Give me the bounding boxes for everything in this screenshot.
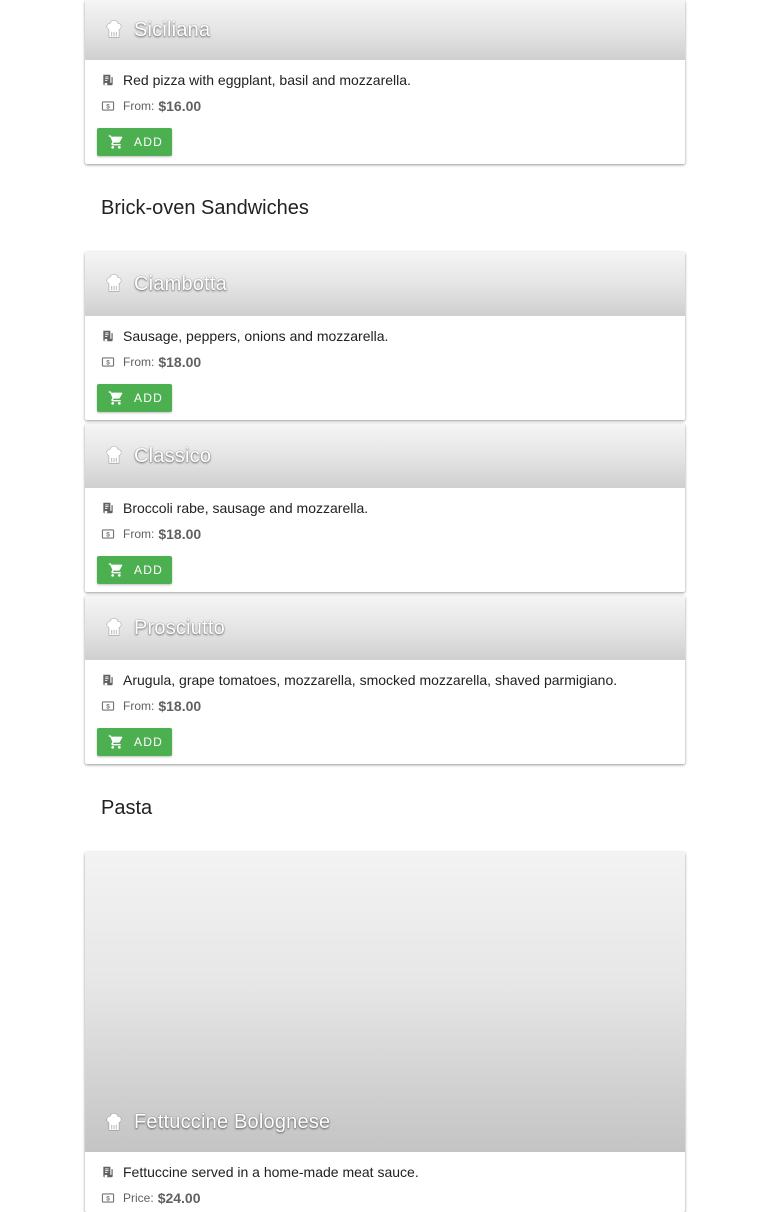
chef-hat-icon bbox=[103, 19, 125, 41]
card-body bbox=[85, 60, 685, 164]
menu-item-card bbox=[85, 424, 685, 592]
cart-icon bbox=[108, 562, 124, 578]
item-description: Broccoli rabe, sausage and mozzarella. bbox=[123, 500, 369, 516]
card-header bbox=[85, 0, 685, 60]
receipt-icon bbox=[101, 73, 115, 87]
card-image-header bbox=[85, 852, 685, 1152]
menu-item-card bbox=[85, 0, 685, 164]
item-description-row bbox=[101, 498, 673, 518]
item-description-row bbox=[101, 70, 673, 90]
section-title-sandwiches: Brick-oven Sandwiches bbox=[101, 197, 309, 219]
receipt-icon bbox=[101, 673, 115, 687]
chef-hat-icon bbox=[103, 1112, 125, 1134]
cart-icon bbox=[108, 134, 124, 150]
card-title-row bbox=[103, 252, 227, 316]
money-icon bbox=[101, 1191, 115, 1205]
add-to-cart-button[interactable] bbox=[97, 556, 172, 584]
menu-item-card bbox=[85, 852, 685, 1212]
chef-hat-icon bbox=[103, 273, 125, 295]
card-body bbox=[85, 1152, 685, 1212]
chef-hat-icon bbox=[103, 617, 125, 639]
item-description-row bbox=[101, 326, 673, 346]
money-icon bbox=[101, 355, 115, 369]
cart-icon bbox=[108, 734, 124, 750]
receipt-icon bbox=[101, 501, 115, 515]
price-label: From: bbox=[123, 99, 155, 113]
add-button-label: ADD bbox=[134, 135, 163, 149]
price-value: $16.00 bbox=[158, 98, 202, 114]
chef-hat-icon bbox=[103, 445, 125, 467]
add-button-label: ADD bbox=[134, 391, 163, 405]
menu-item-card bbox=[85, 596, 685, 764]
card-header bbox=[85, 596, 685, 660]
item-price-row bbox=[101, 352, 673, 372]
price-label: From: bbox=[123, 355, 155, 369]
money-icon bbox=[101, 99, 115, 113]
add-to-cart-button[interactable] bbox=[97, 128, 172, 156]
price-label: Price: bbox=[123, 1191, 154, 1205]
money-icon bbox=[101, 527, 115, 541]
card-title-row bbox=[103, 1111, 330, 1134]
card-body bbox=[85, 660, 685, 764]
card-body bbox=[85, 488, 685, 592]
menu-item-card bbox=[85, 252, 685, 420]
add-to-cart-button[interactable] bbox=[97, 728, 172, 756]
item-title: Fettuccine Bolognese bbox=[134, 1111, 331, 1133]
item-price-row bbox=[101, 1188, 673, 1208]
card-body bbox=[85, 316, 685, 420]
item-description: Sausage, peppers, onions and mozzarella. bbox=[123, 328, 389, 344]
item-title: Classico bbox=[134, 444, 212, 467]
card-title-row bbox=[103, 0, 210, 60]
item-description-row bbox=[101, 670, 673, 690]
price-value: $18.00 bbox=[158, 354, 202, 370]
item-title: Siciliana bbox=[134, 18, 211, 41]
card-header bbox=[85, 424, 685, 488]
card-title-row bbox=[103, 596, 225, 660]
item-description: Fettuccine served in a home-made meat sauce. bbox=[123, 1164, 419, 1180]
price-label: From: bbox=[123, 699, 155, 713]
item-price-row bbox=[101, 696, 673, 716]
add-to-cart-button[interactable] bbox=[97, 384, 172, 412]
section-title-pasta: Pasta bbox=[101, 797, 153, 819]
money-icon bbox=[101, 699, 115, 713]
add-button-label: ADD bbox=[134, 735, 163, 749]
price-value: $18.00 bbox=[158, 526, 202, 542]
cart-icon bbox=[108, 390, 124, 406]
card-header bbox=[85, 252, 685, 316]
item-title: Prosciutto bbox=[134, 616, 225, 639]
receipt-icon bbox=[101, 329, 115, 343]
price-value: $18.00 bbox=[158, 698, 202, 714]
card-title-row bbox=[103, 424, 211, 488]
item-description: Arugula, grape tomatoes, mozzarella, smocked mozzarella, shaved parmigiano. bbox=[123, 672, 618, 688]
item-description-row bbox=[101, 1162, 673, 1182]
price-value: $24.00 bbox=[157, 1190, 201, 1206]
item-price-row bbox=[101, 524, 673, 544]
item-price-row bbox=[101, 96, 673, 116]
item-title: Ciambotta bbox=[134, 272, 227, 295]
item-description: Red pizza with eggplant, basil and mozzarella. bbox=[123, 72, 411, 88]
price-label: From: bbox=[123, 527, 155, 541]
add-button-label: ADD bbox=[134, 563, 163, 577]
receipt-icon bbox=[101, 1165, 115, 1179]
